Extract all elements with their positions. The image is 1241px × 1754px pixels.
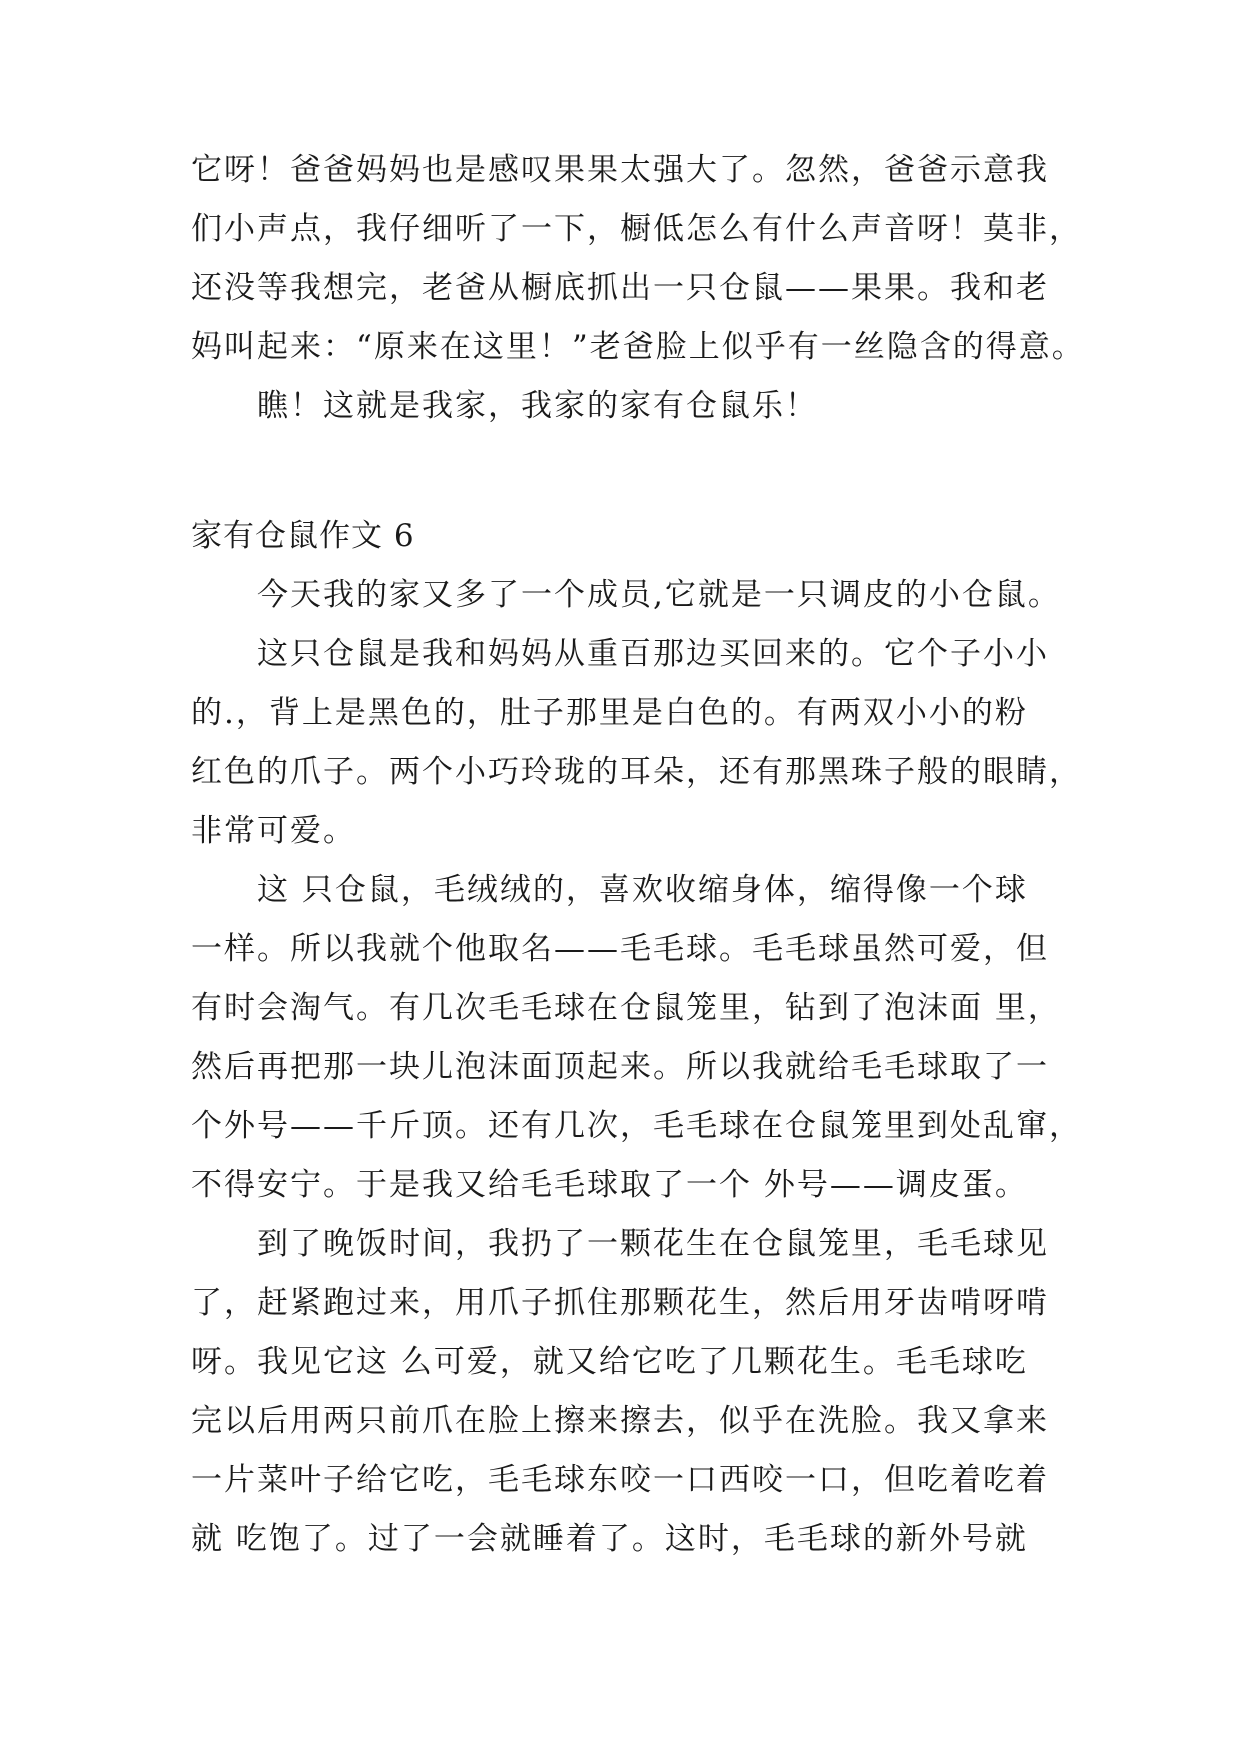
text-line: 今天我的家又多了一个成员,它就是一只调皮的小仓鼠。 <box>257 577 1061 613</box>
text-line: 它呀！爸爸妈妈也是感叹果果太强大了。忽然，爸爸示意我 <box>191 152 1049 188</box>
text-line: 一片菜叶子给它吃，毛毛球东咬一口西咬一口，但吃着吃着 <box>191 1462 1049 1498</box>
text-line: 有时会淘气。有几次毛毛球在仓鼠笼里，钻到了泡沫面 里， <box>191 990 1061 1026</box>
text-line: 呀。我见它这 么可爱，就又给它吃了几颗花生。毛毛球吃 <box>191 1344 1028 1380</box>
text-line: 妈叫起来：“原来在这里！”老爸脸上似乎有一丝隐含的得意。 <box>191 329 1085 365</box>
text-line: 这只仓鼠是我和妈妈从重百那边买回来的。它个子小小 <box>257 636 1049 672</box>
text-line: 非常可爱。 <box>191 813 356 849</box>
text-line: 个外号——千斤顶。还有几次，毛毛球在仓鼠笼里到处乱窜， <box>191 1108 1082 1144</box>
text-line: 到了晚饭时间，我扔了一颗花生在仓鼠笼里，毛毛球见 <box>257 1226 1049 1262</box>
text-line: 们小声点，我仔细听了一下，橱低怎么有什么声音呀！莫非， <box>191 211 1082 247</box>
text-line: 就 吃饱了。过了一会就睡着了。这时，毛毛球的新外号就 <box>191 1521 1028 1557</box>
text-line: 不得安宁。于是我又给毛毛球取了一个 外号——调皮蛋。 <box>191 1167 1028 1203</box>
text-line: 这 只仓鼠，毛绒绒的，喜欢收缩身体，缩得像一个球 <box>257 872 1028 908</box>
text-line: 还没等我想完，老爸从橱底抓出一只仓鼠——果果。我和老 <box>191 270 1049 306</box>
text-line: 瞧！这就是我家，我家的家有仓鼠乐！ <box>257 388 818 424</box>
text-line: 红色的爪子。两个小巧玲珑的耳朵，还有那黑珠子般的眼睛， <box>191 754 1082 790</box>
text-line: 一样。所以我就个他取名——毛毛球。毛毛球虽然可爱，但 <box>191 931 1049 967</box>
text-line: 的.，背上是黑色的，肚子那里是白色的。有两双小小的粉 <box>191 695 1028 731</box>
text-line: 了，赶紧跑过来，用爪子抓住那颗花生，然后用牙齿啃呀啃 <box>191 1285 1049 1321</box>
text-line: 完以后用两只前爪在脸上擦来擦去，似乎在洗脸。我又拿来 <box>191 1403 1049 1439</box>
text-line: 然后再把那一块儿泡沫面顶起来。所以我就给毛毛球取了一 <box>191 1049 1049 1085</box>
section-title: 家有仓鼠作文 6 <box>191 518 415 554</box>
